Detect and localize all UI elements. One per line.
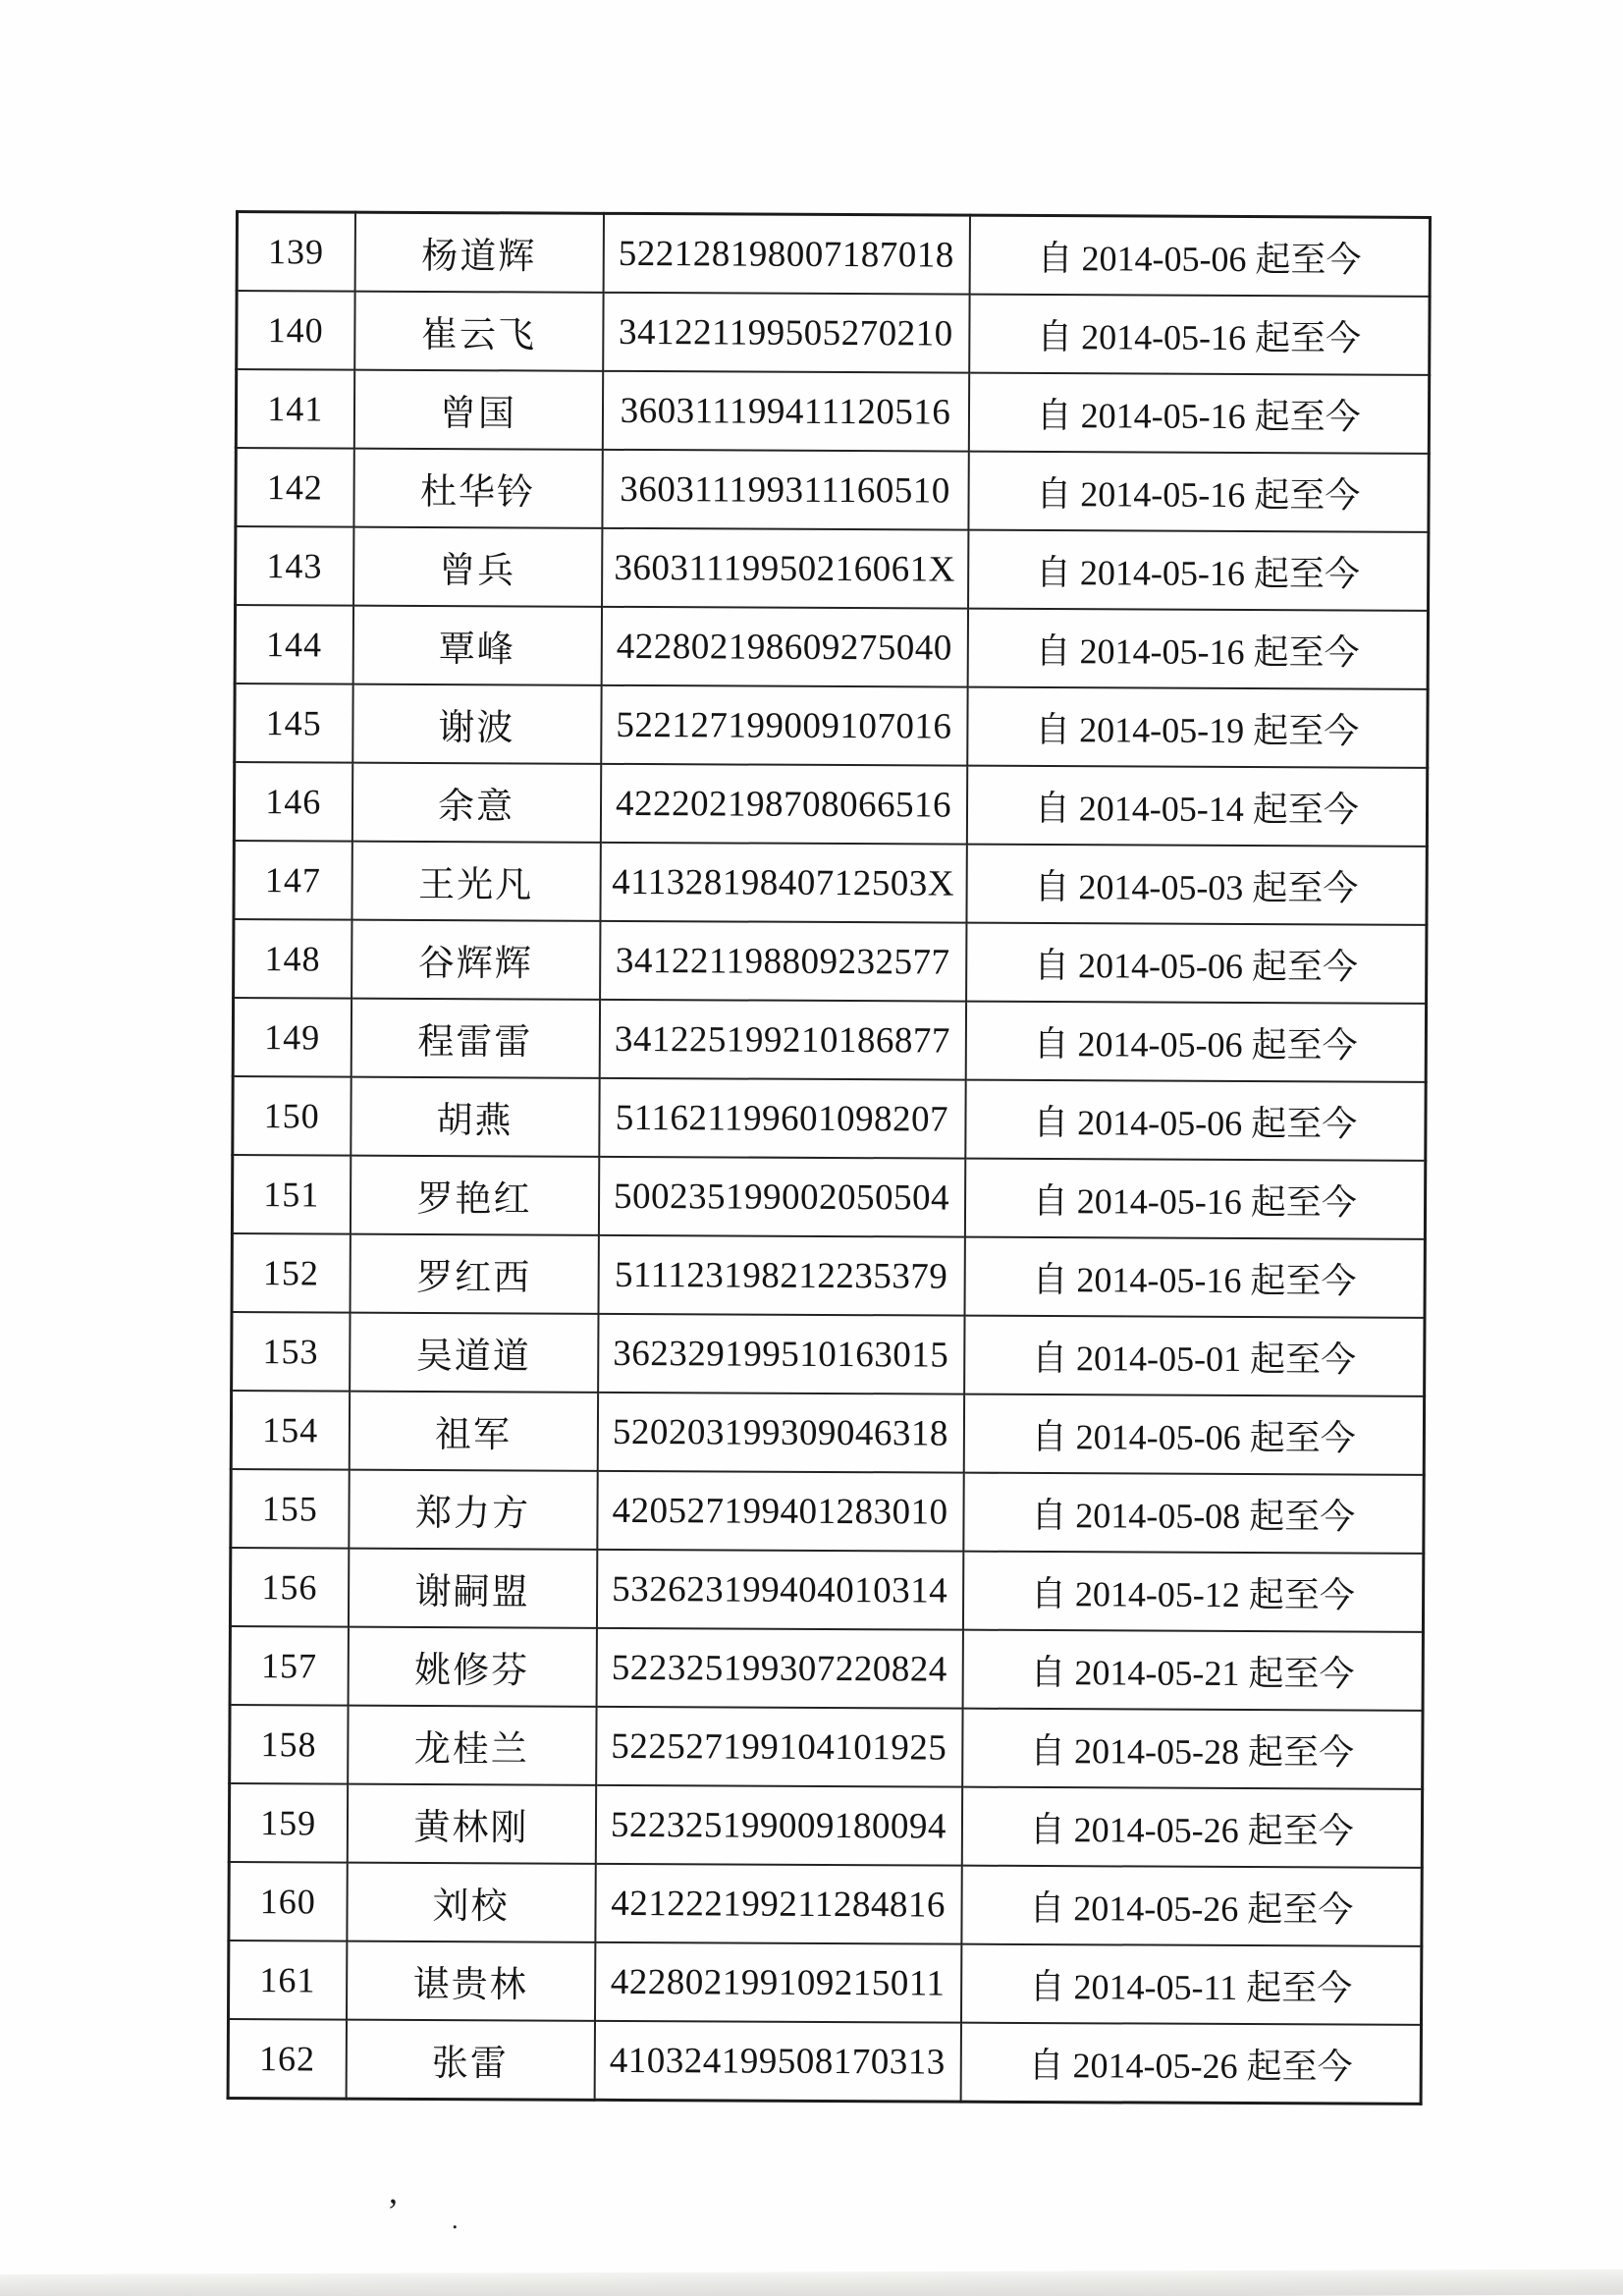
- id-number-cell: 36031119950216061X: [602, 528, 968, 609]
- table-row: [228, 2019, 1421, 2104]
- row-number-cell: 143: [236, 526, 353, 606]
- table-row: [228, 1941, 1421, 2025]
- row-number-cell: 150: [233, 1076, 351, 1156]
- table-row: [232, 1312, 1425, 1396]
- id-number-cell: 522128198007187018: [603, 213, 969, 294]
- person-name-cell: 谷辉辉: [352, 920, 600, 1000]
- id-number-cell: 410324199508170313: [594, 2021, 960, 2102]
- table-row: [234, 919, 1427, 1004]
- validity-period-cell: 自 2014-05-06 起至今: [969, 215, 1430, 297]
- person-name-cell: 谢波: [352, 684, 601, 764]
- row-number-cell: 158: [230, 1705, 348, 1784]
- person-name-cell: 胡燕: [351, 1077, 599, 1157]
- row-number-cell: 146: [234, 762, 352, 842]
- table-row: [231, 1469, 1424, 1554]
- id-number-cell: 500235199002050504: [598, 1157, 964, 1237]
- validity-period-cell: 自 2014-05-26 起至今: [960, 2023, 1421, 2105]
- table-row: [236, 448, 1429, 532]
- id-number-cell: 360311199411120516: [602, 371, 968, 452]
- id-number-cell: 41132819840712503X: [600, 843, 966, 923]
- table-row: [230, 1548, 1423, 1632]
- validity-period-cell: 自 2014-05-16 起至今: [967, 609, 1428, 689]
- validity-period-cell: 自 2014-05-19 起至今: [967, 687, 1428, 768]
- person-name-cell: 黄林刚: [347, 1784, 595, 1864]
- validity-period-cell: 自 2014-05-01 起至今: [964, 1316, 1425, 1396]
- id-number-cell: 511621199601098207: [599, 1078, 965, 1159]
- row-number-cell: 156: [230, 1548, 348, 1627]
- row-number-cell: 155: [231, 1469, 349, 1549]
- roster-table-body: [228, 212, 1430, 2105]
- validity-period-cell: 自 2014-05-16 起至今: [969, 295, 1430, 375]
- row-number-cell: 149: [233, 998, 351, 1077]
- person-name-cell: 王光凡: [352, 842, 600, 921]
- validity-period-cell: 自 2014-05-21 起至今: [962, 1630, 1423, 1711]
- validity-period-cell: 自 2014-05-28 起至今: [962, 1709, 1423, 1789]
- id-number-cell: 362329199510163015: [598, 1314, 964, 1394]
- id-number-cell: 522527199104101925: [596, 1707, 962, 1787]
- row-number-cell: 145: [235, 683, 352, 763]
- id-number-cell: 422802199109215011: [594, 1942, 960, 2023]
- row-number-cell: 161: [228, 1941, 346, 2020]
- id-number-cell: 522325199307220824: [596, 1628, 962, 1709]
- id-number-cell: 341221198809232577: [600, 921, 966, 1002]
- table-row: [232, 1233, 1425, 1318]
- scan-edge-shadow: [0, 2269, 1623, 2296]
- row-number-cell: 162: [228, 2019, 346, 2099]
- row-number-cell: 153: [232, 1312, 350, 1392]
- table-row: [229, 1783, 1422, 1868]
- validity-period-cell: 自 2014-05-14 起至今: [966, 766, 1427, 847]
- person-name-cell: 曾兵: [353, 527, 602, 607]
- id-number-cell: 422202198708066516: [600, 764, 966, 845]
- table-row: [237, 212, 1430, 297]
- row-number-cell: 160: [229, 1862, 347, 1941]
- row-number-cell: 151: [232, 1155, 350, 1234]
- validity-period-cell: 自 2014-05-08 起至今: [963, 1473, 1424, 1554]
- validity-period-cell: 自 2014-05-06 起至今: [965, 1080, 1426, 1161]
- row-number-cell: 157: [230, 1626, 348, 1706]
- validity-period-cell: 自 2014-05-11 起至今: [960, 1944, 1421, 2025]
- row-number-cell: 154: [231, 1391, 349, 1470]
- table-row: [237, 291, 1430, 375]
- validity-period-cell: 自 2014-05-26 起至今: [961, 1787, 1422, 1868]
- id-number-cell: 360311199311160510: [602, 450, 968, 530]
- validity-period-cell: 自 2014-05-16 起至今: [964, 1159, 1425, 1239]
- row-number-cell: 159: [229, 1783, 347, 1863]
- id-number-cell: 421222199211284816: [595, 1864, 961, 1944]
- table-row: [235, 605, 1428, 689]
- id-number-cell: 420527199401283010: [597, 1471, 963, 1552]
- person-name-cell: 郑力方: [349, 1470, 597, 1550]
- id-number-cell: 422802198609275040: [601, 607, 967, 687]
- table-row: [234, 841, 1427, 925]
- table-row: [232, 1155, 1425, 1239]
- person-name-cell: 杜华钤: [353, 449, 602, 528]
- table-row: [233, 998, 1426, 1082]
- validity-period-cell: 自 2014-05-16 起至今: [968, 530, 1429, 611]
- person-name-cell: 余意: [352, 763, 600, 843]
- id-number-cell: 522325199009180094: [595, 1785, 961, 1866]
- person-name-cell: 姚修芬: [348, 1627, 596, 1707]
- row-number-cell: 139: [237, 212, 354, 292]
- row-number-cell: 144: [235, 605, 352, 684]
- table-row: [230, 1705, 1423, 1789]
- person-name-cell: 罗艳红: [350, 1156, 598, 1235]
- table-row: [236, 369, 1429, 454]
- person-name-cell: 崔云飞: [354, 292, 603, 371]
- person-name-cell: 杨道辉: [354, 212, 603, 293]
- table-row: [234, 762, 1427, 847]
- validity-period-cell: 自 2014-05-06 起至今: [966, 923, 1427, 1004]
- row-number-cell: 142: [236, 448, 353, 527]
- row-number-cell: 152: [232, 1233, 350, 1313]
- validity-period-cell: 自 2014-05-06 起至今: [963, 1394, 1424, 1475]
- validity-period-cell: 自 2014-05-26 起至今: [961, 1866, 1422, 1946]
- roster-table: [227, 210, 1432, 2105]
- person-name-cell: 吴道道: [350, 1313, 598, 1393]
- person-name-cell: 谌贵林: [346, 1941, 594, 2021]
- validity-period-cell: 自 2014-05-16 起至今: [968, 452, 1429, 532]
- validity-period-cell: 自 2014-05-16 起至今: [968, 373, 1429, 454]
- person-name-cell: 刘校: [347, 1863, 595, 1942]
- person-name-cell: 覃峰: [352, 606, 601, 685]
- id-number-cell: 522127199009107016: [601, 685, 967, 766]
- id-number-cell: 520203199309046318: [597, 1393, 963, 1473]
- row-number-cell: 147: [234, 841, 352, 920]
- table-row: [233, 1076, 1426, 1161]
- row-number-cell: 140: [237, 291, 354, 370]
- person-name-cell: 龙桂兰: [348, 1706, 596, 1785]
- person-name-cell: 谢嗣盟: [348, 1549, 596, 1628]
- person-name-cell: 张雷: [346, 2020, 594, 2101]
- row-number-cell: 148: [234, 919, 352, 999]
- table-row: [236, 526, 1429, 611]
- id-number-cell: 532623199404010314: [596, 1550, 962, 1630]
- person-name-cell: 程雷雷: [351, 999, 599, 1078]
- id-number-cell: 511123198212235379: [598, 1235, 964, 1316]
- validity-period-cell: 自 2014-05-06 起至今: [965, 1002, 1426, 1082]
- table-row: [235, 683, 1428, 768]
- person-name-cell: 曾国: [353, 370, 602, 450]
- scan-dot-artifact: .: [452, 2206, 459, 2234]
- table-row: [230, 1626, 1423, 1711]
- row-number-cell: 141: [236, 369, 353, 449]
- validity-period-cell: 自 2014-05-03 起至今: [966, 845, 1427, 925]
- table-row: [229, 1862, 1422, 1946]
- validity-period-cell: 自 2014-05-16 起至今: [964, 1237, 1425, 1318]
- table-row: [231, 1391, 1424, 1475]
- validity-period-cell: 自 2014-05-12 起至今: [962, 1552, 1423, 1632]
- person-name-cell: 祖军: [349, 1392, 597, 1471]
- id-number-cell: 341221199505270210: [603, 293, 969, 373]
- scan-comma-artifact: ,: [389, 2171, 398, 2211]
- id-number-cell: 341225199210186877: [599, 1000, 965, 1080]
- person-name-cell: 罗红西: [350, 1234, 598, 1314]
